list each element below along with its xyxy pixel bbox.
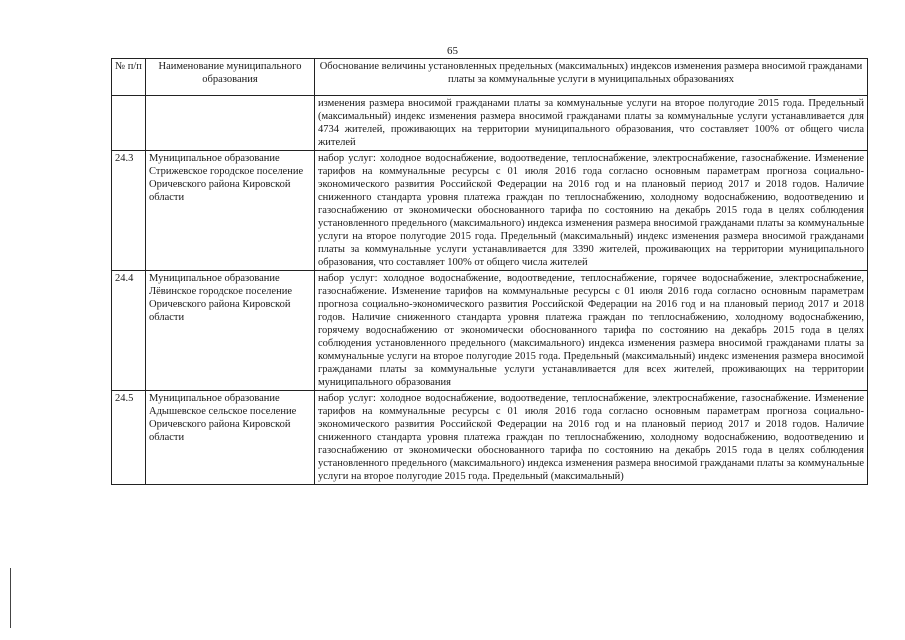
cell-num: 24.3: [112, 151, 146, 271]
cell-num: 24.4: [112, 271, 146, 391]
tariff-justification-table: [111, 58, 868, 485]
table-row: [112, 271, 868, 391]
header-justification: Обоснование величины установленных предельных (максимальных) индексов изменения размера вносимой гражданами платы за коммунальные услуги в муниципальных образованиях: [315, 59, 868, 96]
scan-margin-line: [10, 568, 11, 628]
cell-name: Муниципальное образование Лёвинское городское поселение Оричевского района Кировской области: [146, 271, 315, 391]
cell-justification: набор услуг: холодное водоснабжение, водоотведение, теплоснабжение, горячее водоснабжение, электроснабжение, газоснабжение. Изменение тарифов на коммунальные ресурсы с 01 июля 2016 года согласно основным параметрам прогноза социально-экономического развития Российской Федерации на 2016 год и на плановый период 2017 и 2018 годов. Наличие сниженного стандарта уровня платежа граждан по теплоснабжению, холодному водоснабжению, горячему водоснабжению от экономически обоснованного тарифа по состоянию на декабрь 2015 года в целях соблюдения установленного предельного (максимального) индекса изменения размера вносимой гражданами платы за коммунальные услуги на второе полугодие 2015 года. Предельный (максимальный) индекс изменения размера вносимой гражданами платы за коммунальные услуги устанавливается для всех жителей, проживающих на территории муниципального образования: [315, 271, 868, 391]
table-header-row: [112, 59, 868, 96]
table-row-continuation: [112, 96, 868, 151]
cell-justification: набор услуг: холодное водоснабжение, водоотведение, теплоснабжение, электроснабжение, газоснабжение. Изменение тарифов на коммунальные ресурсы с 01 июля 2016 года согласно основным параметрам прогноза социально-экономического развития Российской Федерации на 2016 год и на плановый период 2017 и 2018 годов. Наличие сниженного стандарта уровня платежа граждан по теплоснабжению, холодному водоснабжению, водоотведению и газоснабжению от экономически обоснованного тарифа по состоянию на декабрь 2015 года в целях соблюдения установленного предельного (максимального) индекса изменения размера вносимой гражданами платы за коммунальные услуги на второе полугодие 2015 года. Предельный (максимальный): [315, 391, 868, 485]
cell-num: [112, 96, 146, 151]
table-row: [112, 151, 868, 271]
cell-num: 24.5: [112, 391, 146, 485]
table-row: [112, 391, 868, 485]
cell-justification: набор услуг: холодное водоснабжение, водоотведение, теплоснабжение, электроснабжение, газоснабжение. Изменение тарифов на коммунальные ресурсы с 01 июля 2016 года согласно основным параметрам прогноза социально-экономического развития Российской Федерации на 2016 год и на плановый период 2017 и 2018 годов. Наличие сниженного стандарта уровня платежа граждан по теплоснабжению, холодному водоснабжению, водоотведению и газоснабжению от экономически обоснованного тарифа по состоянию на декабрь 2015 года в целях соблюдения установленного предельного (максимального) индекса изменения размера вносимой гражданами платы за коммунальные услуги на второе полугодие 2015 года. Предельный (максимальный) индекс изменения размера вносимой гражданами платы за коммунальные услуги устанавливается для 3390 жителей, проживающих на территории муниципального образования, что составляет 100% от общего числа жителей: [315, 151, 868, 271]
cell-name: [146, 96, 315, 151]
cell-justification: изменения размера вносимой гражданами платы за коммунальные услуги на второе полугодие 2015 года. Предельный (максимальный) индекс изменения размера вносимой гражданами платы за коммунальные услуги устанавливается для 4734 жителей, проживающих на территории муниципального образования, что составляет 100% от общего числа жителей: [315, 96, 868, 151]
header-municipality: Наименование муниципального образования: [146, 59, 315, 96]
cell-name: Муниципальное образование Стрижевское городское поселение Оричевского района Кировской области: [146, 151, 315, 271]
cell-name: Муниципальное образование Адышевское сельское поселение Оричевского района Кировской области: [146, 391, 315, 485]
page-number: 65: [447, 45, 458, 57]
header-num: № п/п: [112, 59, 146, 96]
